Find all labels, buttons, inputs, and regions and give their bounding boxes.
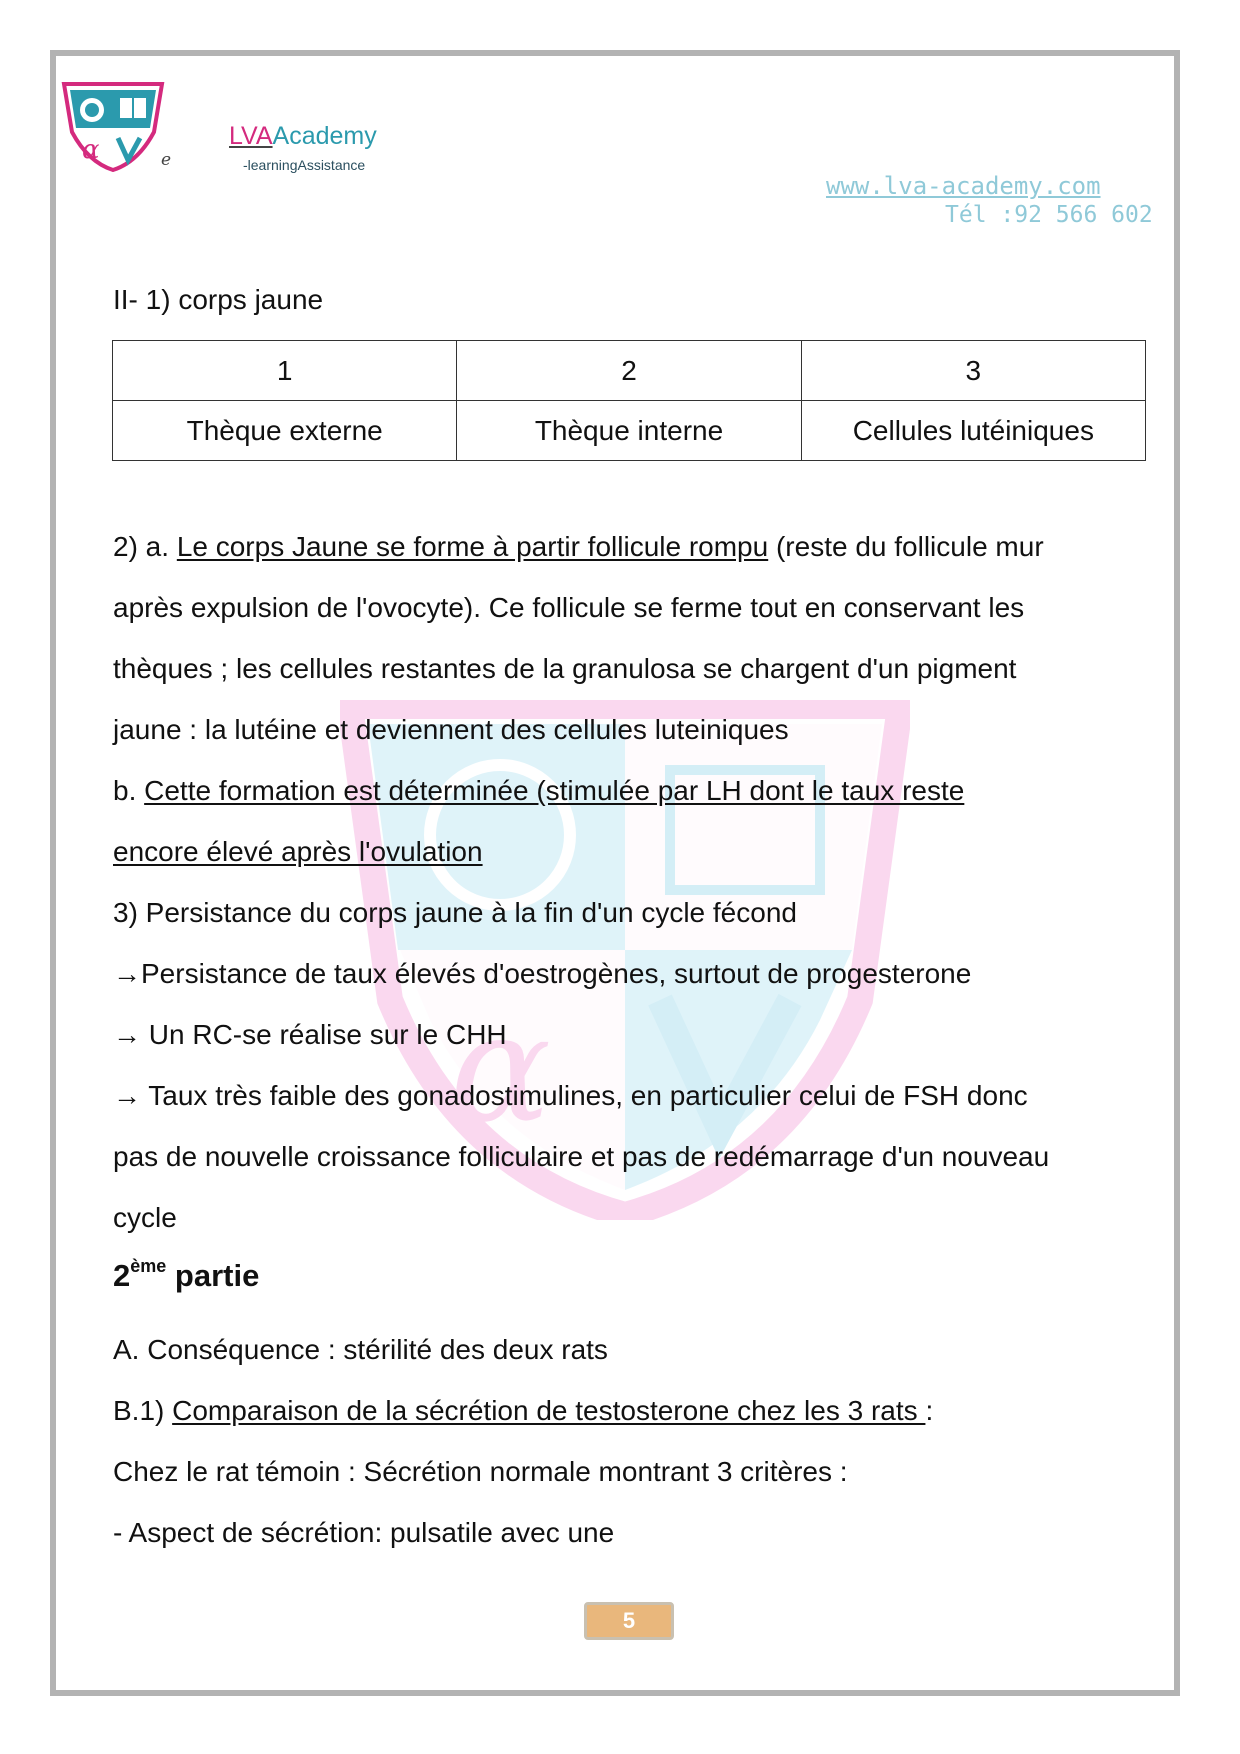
part2-heading [113, 1255, 260, 1294]
website-link[interactable]: www.lva-academy.com [826, 172, 1101, 200]
phone-number: Tél :92 566 602 [945, 202, 1153, 228]
corps-jaune-table [112, 340, 1146, 461]
svg-text:α: α [82, 135, 100, 165]
part2-b-suffix: : [925, 1395, 934, 1426]
part2-heading-word: partie [166, 1258, 260, 1293]
q3-item: → Taux très faible des gonadostimulines, en particulier celui de FSH donc [113, 1080, 1028, 1111]
part2-heading-sup: ème [130, 1255, 167, 1276]
brand-tagline: -learningAssistance [243, 157, 366, 173]
q2b-underlined: Cette formation est déterminée (stimulée par LH dont le taux reste [144, 775, 965, 806]
q3-item: cycle [113, 1202, 177, 1233]
lva-logo-icon [58, 80, 168, 172]
q2-line: jaune : la lutéine et deviennent des cellules luteiniques [113, 714, 789, 745]
q2b-line-2 [113, 835, 483, 869]
table-cell: 3 [801, 341, 1145, 401]
q2a-rest: (reste du follicule mur [768, 531, 1044, 562]
svg-text:α: α [450, 982, 552, 1156]
table-cell: Thèque interne [457, 401, 801, 461]
table-cell: Thèque externe [113, 401, 457, 461]
table-cell: 1 [113, 341, 457, 401]
q3-item: →Persistance de taux élevés d'oestrogènes, surtout de progesterone [113, 958, 972, 989]
q2a-line [113, 530, 1044, 564]
q2a-prefix: 2) a. [113, 531, 177, 562]
page-number-badge: 5 [584, 1602, 674, 1640]
table-row [113, 341, 1146, 401]
q2a-underlined: Le corps Jaune se forme à partir follicule rompu [176, 531, 769, 562]
part2-a-line: A. Conséquence : stérilité des deux rats [113, 1334, 608, 1365]
part2-heading-num: 2 [113, 1258, 131, 1293]
q2b-underlined-2: encore élevé après l'ovulation [113, 836, 483, 867]
brand-lva: LVA [229, 122, 273, 150]
part2-b-underlined: Comparaison de la sécrétion de testosterone chez les 3 rats [172, 1395, 926, 1426]
brand-academy: Academy [272, 122, 377, 150]
part2-b-line [113, 1394, 933, 1428]
q2-line: thèques ; les cellules restantes de la granulosa se chargent d'un pigment [113, 653, 1017, 684]
q2-line: après expulsion de l'ovocyte). Ce follicule se ferme tout en conservant les [113, 592, 1025, 623]
table-cell: 2 [457, 341, 801, 401]
q3-item: pas de nouvelle croissance folliculaire et pas de redémarrage d'un nouveau [113, 1141, 1050, 1172]
table-row [113, 401, 1146, 461]
table-cell: Cellules lutéiniques [801, 401, 1145, 461]
part2-b-prefix: B.1) [113, 1395, 173, 1426]
section-title: II- 1) corps jaune [113, 284, 324, 315]
q3-item: → Un RC-se réalise sur le CHH [113, 1019, 507, 1050]
brand-name [229, 122, 377, 151]
logo-letter: e [161, 150, 172, 170]
q2b-prefix: b. [113, 775, 145, 806]
part2-temoin-line: Chez le rat témoin : Sécrétion normale montrant 3 critères : [113, 1456, 848, 1487]
q3-title: 3) Persistance du corps jaune à la fin d'un cycle fécond [113, 897, 797, 928]
part2-aspect-line: - Aspect de sécrétion: pulsatile avec une [113, 1517, 615, 1548]
q2b-line [113, 774, 964, 808]
